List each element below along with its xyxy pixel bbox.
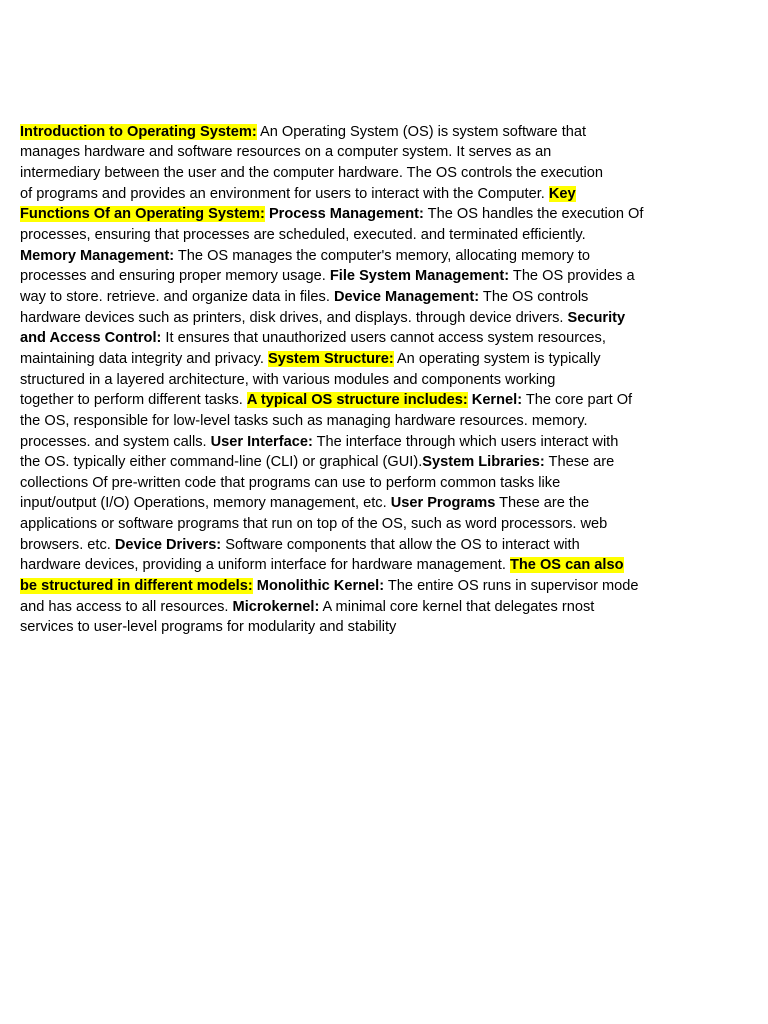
body-text: The OS handles the execution Of processes, ensuring that processes are scheduled, executed. and terminated efficiently. <box>20 206 644 243</box>
heading-os-structure-models: The OS can also be structured in different models: <box>20 557 624 595</box>
term-memory-management: Memory Management: <box>20 247 175 264</box>
term-device-management: Device Management: <box>333 288 480 305</box>
term-microkernel: Microkernel: <box>232 598 320 615</box>
body-text: An Operating System (OS) is system software that manages hardware and software resources on a computer system. It serves as an intermediary between the user and the computer hardware. The OS controls the execution of programs and provides an environment for users to interact with the Computer. <box>20 123 603 202</box>
body-text: An operating system is typically structured in a layered architecture, with various modules and components working together to perform different tasks. <box>20 350 601 409</box>
heading-introduction-to-operating-system: Introduction to Operating System: <box>20 123 257 140</box>
body-text: The entire OS runs in supervisor mode and has access to all resources. <box>20 578 639 615</box>
term-monolithic-kernel: Monolithic Kernel: <box>256 578 385 595</box>
term-system-libraries: System Libraries: <box>422 454 545 471</box>
term-process-management: Process Management: <box>268 206 424 223</box>
term-user-programs: User Programs <box>390 495 496 512</box>
body-text: The core part Of the OS, responsible for low-level tasks such as managing hardware resources. memory. processes. and system calls. <box>20 392 633 450</box>
heading-typical-os-structure: A typical OS structure includes: <box>246 392 468 409</box>
body-text: The OS manages the computer's memory, allocating memory to processes and ensuring proper memory usage. <box>20 247 590 285</box>
body-text: The OS controls hardware devices such as printers, disk drives, and displays. through device drivers. <box>20 288 589 326</box>
term-security-and-access-control: Security and Access Control: <box>20 309 626 347</box>
body-text: Software components that allow the OS to interact with hardware devices, providing a uniform interface for hardware management. <box>20 536 580 574</box>
body-text: These are collections Of pre-written code that programs can use to perform common tasks like input/output (I/O) Operations, memory management, etc. <box>20 454 615 512</box>
body-text: The interface through which users interact with the OS. typically either command-line (CLI) or graphical (GUI). <box>20 433 619 471</box>
term-file-system-management: File System Management: <box>329 268 510 285</box>
body-text: A minimal core kernel that delegates rnost services to user-level programs for modularity and stability <box>20 598 595 636</box>
body-text: These are the applications or software programs that run on top of the OS, such as word processors. web browsers. etc. <box>20 495 608 553</box>
term-device-drivers: Device Drivers: <box>114 536 222 553</box>
term-kernel: Kernel: <box>471 392 523 409</box>
term-user-interface: User Interface: <box>210 433 313 450</box>
body-text: The OS provides a way to store. retrieve. and organize data in files. <box>20 268 635 305</box>
body-text: It ensures that unauthorized users cannot access system resources, maintaining data integrity and privacy. <box>20 330 606 367</box>
document-body-text <box>20 101 680 638</box>
heading-key-functions: Key Functions Of an Operating System: <box>20 185 576 223</box>
heading-system-structure: System Structure: <box>267 350 394 367</box>
